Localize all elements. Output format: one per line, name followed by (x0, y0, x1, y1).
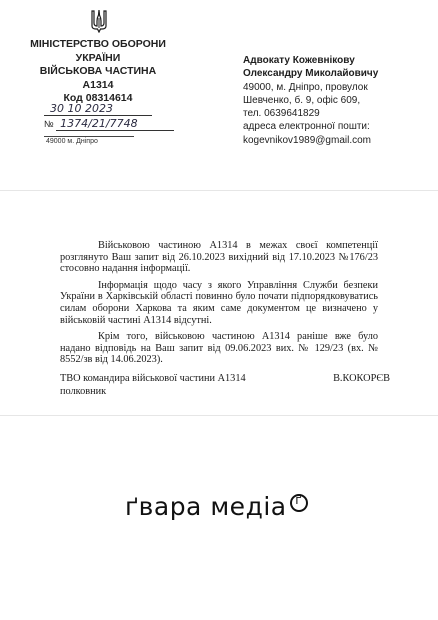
phone: тел. 0639641829 (243, 108, 320, 120)
email: kogevnikov1989@gmail.com (243, 134, 371, 146)
address-line-1: 49000, м. Дніпро, провулок (243, 81, 368, 93)
fold-line-2 (0, 415, 438, 416)
brand-logo-letter: ґ (295, 493, 303, 507)
city-rule (44, 136, 134, 137)
email-label: адреса електронної пошти: (243, 121, 370, 133)
addressee-name: Олександру Миколайовичу (243, 68, 379, 80)
handwritten-date: 30 10 2023 (44, 102, 152, 116)
address-line-2: Шевченко, б. 9, офіс 609, (243, 94, 361, 106)
sender-block (28, 38, 168, 106)
sender-ministry: МІНІСТЕРСТВО ОБОРОНИ (30, 38, 166, 50)
number-prefix: № (44, 119, 54, 129)
sender-country: УКРАЇНИ (75, 51, 121, 64)
signatory-position: ТВО командира військової частини А1314 (60, 373, 246, 384)
signatory-name: В.КОКОРЄВ (333, 373, 390, 384)
body-paragraph-2: Інформація щодо часу з якого Управління Служби безпеки України в Харківській області повинно було почати підпорядковуватись силам оборони Харкова та яким саме документом це визначено у військовій частині А1314 відсутні. (60, 279, 378, 326)
addressee-block (243, 54, 433, 147)
handwritten-number: 1374/21/7748 (56, 117, 174, 131)
brand-logo-icon (290, 494, 308, 512)
sender-unit-number: А1314 (82, 78, 114, 91)
fold-line (0, 190, 438, 191)
body-paragraph-3: Крім того, військовою частиною А1314 раніше вже було надано відповідь на Ваш запит від 09.06.2023 вих. № 129/23 (вх. № 8552/зв від 14.06.2023). (60, 331, 378, 366)
brand-watermark (125, 492, 308, 521)
signature-block (60, 373, 390, 398)
letter-body (60, 240, 378, 371)
addressee-title: Адвокату Кожевнікову (243, 55, 355, 66)
sender-city (46, 138, 98, 145)
brand-text: ґвара медіа (125, 492, 287, 521)
sender-city-text: 49000 м. Дніпро (46, 138, 98, 145)
registration-fields (44, 102, 194, 132)
sender-unit-type: ВІЙСЬКОВА ЧАСТИНА (39, 65, 157, 77)
trident-emblem-icon (91, 9, 107, 33)
signatory-rank: полковник (60, 385, 107, 397)
body-paragraph-1: Військовою частиною А1314 в межах своєї компетенції розглянуто Ваш запит від 26.10.2023 вихідний від 17.10.2023 №176/23 стосовно надання інформації. (60, 240, 378, 275)
sender-code: Код 08314614 (63, 92, 133, 104)
